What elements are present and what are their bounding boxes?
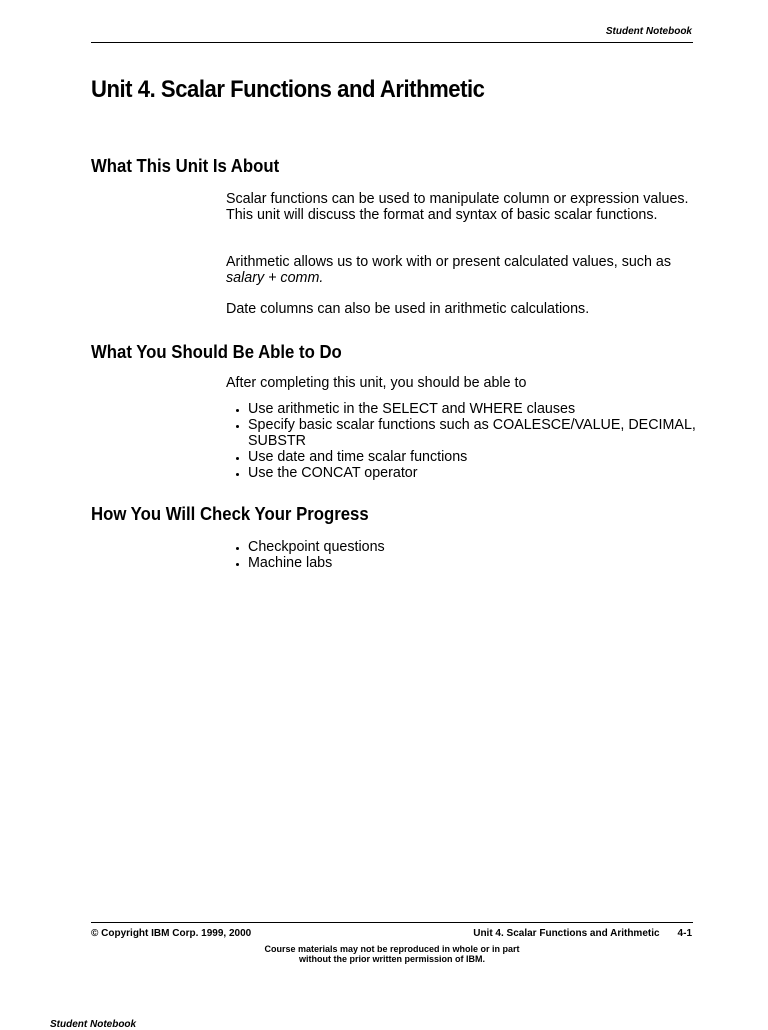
salary-comm-expression: salary + comm. bbox=[226, 269, 324, 286]
about-paragraph-2 bbox=[226, 255, 696, 286]
notice-line-1: Course materials may not be reproduced in whole or in part bbox=[264, 944, 520, 954]
objectives-intro: After completing this unit, you should be able to bbox=[226, 375, 527, 391]
section-heading-about: What This Unit Is About bbox=[91, 156, 280, 176]
list-item: Use the CONCAT operator bbox=[226, 465, 696, 481]
progress-list bbox=[226, 539, 696, 571]
about-paragraph-3: Date columns can also be used in arithmetic calculations. bbox=[226, 301, 590, 317]
header-rule bbox=[91, 42, 693, 43]
list-item: Specify basic scalar functions such as COALESCE/VALUE, DECIMAL, SUBSTR bbox=[226, 417, 696, 449]
reproduction-notice bbox=[91, 944, 693, 964]
list-item: Use arithmetic in the SELECT and WHERE clauses bbox=[226, 401, 696, 417]
footer-running-title bbox=[473, 928, 692, 939]
list-item: Checkpoint questions bbox=[226, 539, 696, 555]
about-paragraph-1: Scalar functions can be used to manipulate column or expression values. This unit will discuss the format and syntax of basic scalar functions. bbox=[226, 191, 689, 223]
footer-unit-title: Unit 4. Scalar Functions and Arithmetic bbox=[473, 928, 660, 939]
notice-line-2: without the prior written permission of IBM. bbox=[299, 954, 485, 964]
section-heading-progress: How You Will Check Your Progress bbox=[91, 504, 369, 524]
next-page-running-header: Student Notebook bbox=[50, 1019, 137, 1030]
list-item: Use date and time scalar functions bbox=[226, 449, 696, 465]
page-number: 4-1 bbox=[677, 928, 692, 939]
list-item: Machine labs bbox=[226, 555, 696, 571]
objectives-list bbox=[226, 401, 696, 481]
section-heading-objectives: What You Should Be Able to Do bbox=[91, 342, 342, 362]
unit-title: Unit 4. Scalar Functions and Arithmetic bbox=[91, 76, 485, 103]
about-paragraph-2-text: Arithmetic allows us to work with or present calculated values, such as bbox=[226, 254, 671, 270]
footer-copyright: © Copyright IBM Corp. 1999, 2000 bbox=[91, 928, 252, 939]
running-header: Student Notebook bbox=[605, 26, 692, 37]
footer-rule bbox=[91, 922, 693, 923]
